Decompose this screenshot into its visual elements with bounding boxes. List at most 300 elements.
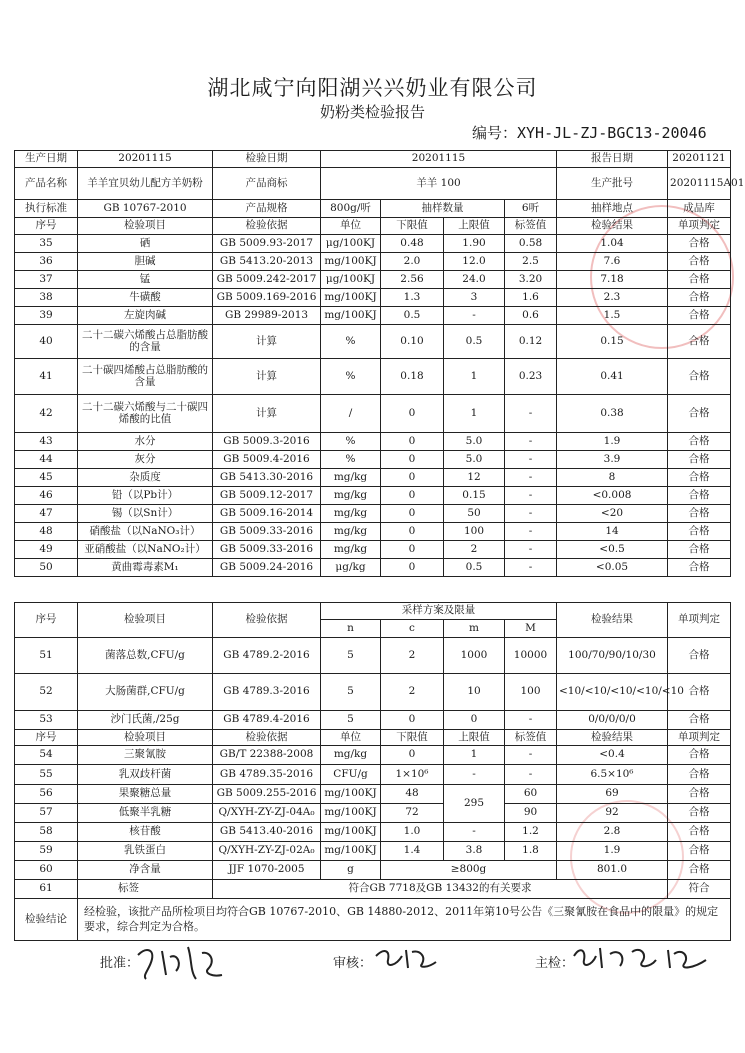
cell-basis: GB 4789.2-2016: [213, 638, 321, 674]
reviewer-signature: [372, 942, 442, 972]
cell-label: 60: [505, 785, 557, 804]
cell-result: 92: [557, 804, 668, 823]
cell-high: 50: [444, 505, 505, 523]
brand-label: 产品商标: [213, 168, 321, 200]
cell-high: 0.5: [444, 325, 505, 359]
spec-label: 产品规格: [213, 200, 321, 218]
cell-no: 36: [15, 253, 78, 271]
cell-no: 38: [15, 289, 78, 307]
cell-no: 39: [15, 307, 78, 325]
cell-high: 12.0: [444, 253, 505, 271]
cell-item: 二十碳四烯酸占总脂肪酸的含量: [78, 359, 213, 395]
cell-no: 45: [15, 469, 78, 487]
cell-n: 5: [321, 638, 381, 674]
col-c: c: [381, 620, 444, 638]
cell-basis: GB 5009.242-2017: [213, 271, 321, 289]
cell-label: 1.8: [505, 842, 557, 861]
cell-basis: Q/XYH-ZY-ZJ-02A₀: [213, 842, 321, 861]
cell-judge: 合格: [668, 469, 731, 487]
cell-c: 2: [381, 638, 444, 674]
cell-result: 8: [557, 469, 668, 487]
col-item: 检验项目: [78, 603, 213, 638]
cell-item: 左旋肉碱: [78, 307, 213, 325]
cell-basis: GB 4789.3-2016: [213, 674, 321, 711]
cell-judge: 合格: [668, 674, 731, 711]
cell-n: 5: [321, 711, 381, 730]
review-label: 审核：: [333, 956, 373, 971]
col-label: 标签值: [505, 730, 557, 746]
cell-unit: μg/100KJ: [321, 271, 381, 289]
cell-basis: GB 5009.255-2016: [213, 785, 321, 804]
col-judge: 单项判定: [668, 218, 731, 235]
cell-label: 1.6: [505, 289, 557, 307]
cell-low: 0: [381, 433, 444, 451]
cell-item: 硝酸盐（以NaNO₃计）: [78, 523, 213, 541]
cell-item: 黄曲霉毒素M₁: [78, 559, 213, 577]
conclusion-label: 检验结论: [15, 899, 78, 941]
cell-judge: 合格: [668, 433, 731, 451]
cell-basis: GB 5009.33-2016: [213, 523, 321, 541]
cell-item: 胆碱: [78, 253, 213, 271]
col-item: 检验项目: [78, 730, 213, 746]
cell-judge: 合格: [668, 861, 731, 880]
cell-no: 40: [15, 325, 78, 359]
cell-basis: Q/XYH-ZY-ZJ-04A₀: [213, 804, 321, 823]
cell-judge: 合格: [668, 823, 731, 842]
brand: 羊羊 100: [321, 168, 557, 200]
cell-no: 48: [15, 523, 78, 541]
cell-result: 7.6: [557, 253, 668, 271]
cell-low: 0: [381, 505, 444, 523]
table-row: [15, 804, 731, 823]
col-item: 检验项目: [78, 218, 213, 235]
cell-label: 0.58: [505, 235, 557, 253]
table-row: [15, 880, 731, 899]
cell-high: 0.15: [444, 487, 505, 505]
cell-judge: 合格: [668, 711, 731, 730]
cell-label: -: [505, 765, 557, 785]
cell-label: 0.6: [505, 307, 557, 325]
cell-unit: CFU/g: [321, 765, 381, 785]
approver-signature: [132, 935, 232, 985]
cell-unit: %: [321, 359, 381, 395]
cell-low: 0.10: [381, 325, 444, 359]
col-result: 检验结果: [557, 730, 668, 746]
cell-label: 90: [505, 804, 557, 823]
cell-judge: 合格: [668, 271, 731, 289]
table-row: [15, 253, 731, 271]
cell-high: 100: [444, 523, 505, 541]
cell-limit: ≥800g: [381, 861, 557, 880]
table-row: [15, 325, 731, 359]
cell-label: 0.12: [505, 325, 557, 359]
cell-result: <10/<10/<10/<10/<10: [557, 674, 668, 711]
cell-item: 牛磺酸: [78, 289, 213, 307]
cell-no: 56: [15, 785, 78, 804]
col-result: 检验结果: [557, 603, 668, 638]
report-date-label: 报告日期: [557, 151, 668, 168]
table-row: [15, 861, 731, 880]
cell-m: 1000: [444, 638, 505, 674]
cell-judge: 合格: [668, 235, 731, 253]
cell-no: 50: [15, 559, 78, 577]
location: 成品库: [668, 200, 731, 218]
col-label: 标签值: [505, 218, 557, 235]
cell-result: 1.9: [557, 842, 668, 861]
cell-basis: GB 29989-2013: [213, 307, 321, 325]
cell-result: <0.4: [557, 746, 668, 765]
cell-no: 35: [15, 235, 78, 253]
cell-judge: 合格: [668, 746, 731, 765]
spec: 800g/听: [321, 200, 381, 218]
cell-item: 核苷酸: [78, 823, 213, 842]
cell-basis: GB 5413.40-2016: [213, 823, 321, 842]
cell-unit: μg/100KJ: [321, 235, 381, 253]
document-number: 编号：XYH-JL-ZJ-BGC13-20046: [472, 124, 707, 142]
batch: 20201115A01: [668, 168, 731, 200]
inspector-signatures: [570, 938, 720, 974]
cell-high: -: [444, 823, 505, 842]
prod-date-label: 生产日期: [15, 151, 78, 168]
cell-label: 1.2: [505, 823, 557, 842]
cell-no: 43: [15, 433, 78, 451]
cell-judge: 合格: [668, 451, 731, 469]
cell-unit: mg/kg: [321, 746, 381, 765]
cell-unit: /: [321, 395, 381, 433]
cell-no: 47: [15, 505, 78, 523]
cell-low: 1.3: [381, 289, 444, 307]
table-row: [15, 433, 731, 451]
cell-label-requirement: 符合GB 7718及GB 13432的有关要求: [213, 880, 668, 899]
cell-unit: mg/100KJ: [321, 289, 381, 307]
table-row: [15, 765, 731, 785]
cell-c: 2: [381, 674, 444, 711]
table-header: [15, 603, 731, 620]
cell-item: 锰: [78, 271, 213, 289]
report-subtitle: 奶粉类检验报告: [319, 103, 425, 121]
cell-result: 1.9: [557, 433, 668, 451]
table-row: [15, 359, 731, 395]
cell-result: 801.0: [557, 861, 668, 880]
cell-high: 5.0: [444, 433, 505, 451]
cell-result: <0.05: [557, 559, 668, 577]
cell-high: 3.8: [444, 842, 505, 861]
cell-judge: 合格: [668, 505, 731, 523]
cell-basis: GB 5009.16-2014: [213, 505, 321, 523]
cell-item: 菌落总数,CFU/g: [78, 638, 213, 674]
cell-unit: mg/100KJ: [321, 823, 381, 842]
cell-result: 2.8: [557, 823, 668, 842]
cell-high: 1: [444, 359, 505, 395]
col-basis: 检验依据: [213, 218, 321, 235]
cell-low: 1×10⁶: [381, 765, 444, 785]
cell-basis: GB 5413.30-2016: [213, 469, 321, 487]
cell-judge: 合格: [668, 765, 731, 785]
table-row: [15, 823, 731, 842]
conclusion-text: 经检验，该批产品所检项目均符合GB 10767-2010、GB 14880-2012、2011年第10号公告《三聚氰胺在食品中的限量》的规定要求，综合判定为合格。: [78, 899, 731, 941]
approve-label: 批准：: [100, 956, 140, 971]
col-no: 序号: [15, 730, 78, 746]
cell-label: -: [505, 395, 557, 433]
cell-label: -: [505, 451, 557, 469]
table-row: [15, 842, 731, 861]
standard: GB 10767-2010: [78, 200, 213, 218]
table-row: [15, 638, 731, 674]
cell-result: 0.41: [557, 359, 668, 395]
cell-judge: 合格: [668, 785, 731, 804]
cell-item: 乳双歧杆菌: [78, 765, 213, 785]
cell-unit: %: [321, 451, 381, 469]
col-unit: 单位: [321, 218, 381, 235]
table-row: [15, 395, 731, 433]
test-date-label: 检验日期: [213, 151, 321, 168]
table-row: [15, 523, 731, 541]
cell-item: 水分: [78, 433, 213, 451]
cell-n: 5: [321, 674, 381, 711]
cell-judge: 合格: [668, 638, 731, 674]
info-row: [15, 168, 731, 200]
cell-no: 44: [15, 451, 78, 469]
cell-basis: GB 5009.33-2016: [213, 541, 321, 559]
col-low: 下限值: [381, 730, 444, 746]
cell-unit: mg/kg: [321, 523, 381, 541]
cell-low: 2.56: [381, 271, 444, 289]
cell-unit: mg/100KJ: [321, 307, 381, 325]
cell-unit: mg/100KJ: [321, 785, 381, 804]
cell-item: 乳铁蛋白: [78, 842, 213, 861]
col-m: m: [444, 620, 505, 638]
cell-result: 3.9: [557, 451, 668, 469]
conclusion-row: [15, 899, 731, 941]
cell-high: 5.0: [444, 451, 505, 469]
cell-result: 1.04: [557, 235, 668, 253]
col-unit: 单位: [321, 730, 381, 746]
cell-result: <0.008: [557, 487, 668, 505]
cell-high: 3: [444, 289, 505, 307]
cell-high: 1: [444, 746, 505, 765]
col-no: 序号: [15, 603, 78, 638]
cell-judge: 合格: [668, 395, 731, 433]
batch-label: 生产批号: [557, 168, 668, 200]
cell-basis: JJF 1070-2005: [213, 861, 321, 880]
cell-basis: GB 5009.12-2017: [213, 487, 321, 505]
cell-item: 铅（以Pb计）: [78, 487, 213, 505]
cell-label: 0.23: [505, 359, 557, 395]
table-row: [15, 289, 731, 307]
cell-no: 54: [15, 746, 78, 765]
cell-judge: 合格: [668, 804, 731, 823]
cell-item: 亚硝酸盐（以NaNO₂计）: [78, 541, 213, 559]
cell-no: 59: [15, 842, 78, 861]
cell-no: 42: [15, 395, 78, 433]
cell-judge: 合格: [668, 559, 731, 577]
cell-low: 0: [381, 523, 444, 541]
cell-no: 58: [15, 823, 78, 842]
cell-basis: GB 5009.93-2017: [213, 235, 321, 253]
cell-item: 灰分: [78, 451, 213, 469]
cell-judge: 合格: [668, 541, 731, 559]
cell-result: 6.5×10⁶: [557, 765, 668, 785]
cell-high-shared: 295: [444, 785, 505, 823]
col-basis: 检验依据: [213, 603, 321, 638]
cell-unit: mg/100KJ: [321, 804, 381, 823]
cell-basis: GB/T 22388-2008: [213, 746, 321, 765]
cell-item: 硒: [78, 235, 213, 253]
table-row: [15, 746, 731, 765]
test-date: 20201115: [321, 151, 557, 168]
table-row: [15, 711, 731, 730]
cell-item: 沙门氏菌,/25g: [78, 711, 213, 730]
inspect-label: 主检：: [535, 956, 575, 971]
qty: 6听: [505, 200, 557, 218]
cell-basis: GB 5413.20-2013: [213, 253, 321, 271]
table-header: [15, 730, 731, 746]
cell-item: 净含量: [78, 861, 213, 880]
cell-no: 61: [15, 880, 78, 899]
company-title: 湖北咸宁向阳湖兴兴奶业有限公司: [207, 76, 538, 100]
cell-no: 46: [15, 487, 78, 505]
cell-no: 49: [15, 541, 78, 559]
cell-unit: μg/kg: [321, 559, 381, 577]
info-row: [15, 200, 731, 218]
cell-item: 果聚糖总量: [78, 785, 213, 804]
cell-M: 100: [505, 674, 557, 711]
cell-item: 锡（以Sn计）: [78, 505, 213, 523]
cell-low: 0: [381, 469, 444, 487]
col-high: 上限值: [444, 730, 505, 746]
cell-judge: 合格: [668, 842, 731, 861]
cell-result: 14: [557, 523, 668, 541]
cell-result: 1.5: [557, 307, 668, 325]
cell-low: 72: [381, 804, 444, 823]
cell-high: -: [444, 765, 505, 785]
cell-judge: 符合: [668, 880, 731, 899]
cell-result: 0/0/0/0/0: [557, 711, 668, 730]
table-row: [15, 271, 731, 289]
table-row: [15, 674, 731, 711]
cell-item: 标签: [78, 880, 213, 899]
cell-basis: 计算: [213, 325, 321, 359]
cell-low: 0: [381, 746, 444, 765]
cell-item: 二十二碳六烯酸占总脂肪酸的含量: [78, 325, 213, 359]
cell-low: 0.18: [381, 359, 444, 395]
col-n: n: [321, 620, 381, 638]
product-name: 羊羊宜贝幼儿配方羊奶粉: [78, 168, 213, 200]
cell-m: 0: [444, 711, 505, 730]
cell-basis: 计算: [213, 359, 321, 395]
col-no: 序号: [15, 218, 78, 235]
cell-high: 2: [444, 541, 505, 559]
cell-M: 10000: [505, 638, 557, 674]
col-low: 下限值: [381, 218, 444, 235]
cell-result: 0.15: [557, 325, 668, 359]
col-M: M: [505, 620, 557, 638]
cell-high: -: [444, 307, 505, 325]
table-row: [15, 469, 731, 487]
cell-low: 0: [381, 395, 444, 433]
cell-unit: mg/100KJ: [321, 842, 381, 861]
cell-low: 48: [381, 785, 444, 804]
info-row: [15, 151, 731, 168]
cell-label: 2.5: [505, 253, 557, 271]
cell-basis: GB 5009.24-2016: [213, 559, 321, 577]
inspection-table-micro: [14, 602, 731, 730]
cell-label: -: [505, 469, 557, 487]
cell-basis: 计算: [213, 395, 321, 433]
cell-no: 53: [15, 711, 78, 730]
cell-high: 12: [444, 469, 505, 487]
cell-unit: mg/kg: [321, 541, 381, 559]
cell-no: 60: [15, 861, 78, 880]
cell-item: 大肠菌群,CFU/g: [78, 674, 213, 711]
cell-item: 三聚氰胺: [78, 746, 213, 765]
cell-no: 55: [15, 765, 78, 785]
cell-m: 10: [444, 674, 505, 711]
inspection-table-other: [14, 729, 731, 941]
cell-low: 1.4: [381, 842, 444, 861]
cell-unit: %: [321, 325, 381, 359]
qty-label: 抽样数量: [381, 200, 505, 218]
cell-basis: GB 5009.4-2016: [213, 451, 321, 469]
cell-judge: 合格: [668, 359, 731, 395]
location-label: 抽样地点: [557, 200, 668, 218]
cell-unit: g: [321, 861, 381, 880]
cell-no: 51: [15, 638, 78, 674]
inspection-table-chemical: [14, 150, 745, 577]
cell-basis: GB 5009.169-2016: [213, 289, 321, 307]
cell-low: 1.0: [381, 823, 444, 842]
table-row: [15, 785, 731, 804]
table-row: [15, 505, 731, 523]
cell-low: 0: [381, 487, 444, 505]
cell-unit: mg/kg: [321, 469, 381, 487]
cell-label: -: [505, 505, 557, 523]
cell-result: 2.3: [557, 289, 668, 307]
report-date: 20201121: [668, 151, 731, 168]
col-judge: 单项判定: [668, 603, 731, 638]
cell-no: 37: [15, 271, 78, 289]
cell-M: -: [505, 711, 557, 730]
cell-result: <20: [557, 505, 668, 523]
product-name-label: 产品名称: [15, 168, 78, 200]
cell-unit: mg/kg: [321, 505, 381, 523]
cell-judge: 合格: [668, 523, 731, 541]
standard-label: 执行标准: [15, 200, 78, 218]
cell-no: 41: [15, 359, 78, 395]
cell-label: -: [505, 433, 557, 451]
table-header: [15, 218, 731, 235]
cell-unit: mg/100KJ: [321, 253, 381, 271]
cell-unit: mg/kg: [321, 487, 381, 505]
cell-low: 0: [381, 541, 444, 559]
cell-low: 0.5: [381, 307, 444, 325]
cell-result: 0.38: [557, 395, 668, 433]
cell-low: 2.0: [381, 253, 444, 271]
cell-high: 24.0: [444, 271, 505, 289]
cell-label: -: [505, 559, 557, 577]
cell-high: 1.90: [444, 235, 505, 253]
cell-judge: 合格: [668, 289, 731, 307]
cell-basis: GB 5009.3-2016: [213, 433, 321, 451]
cell-high: 1: [444, 395, 505, 433]
cell-item: 杂质度: [78, 469, 213, 487]
cell-unit: %: [321, 433, 381, 451]
table-row: [15, 307, 731, 325]
cell-label: -: [505, 487, 557, 505]
prod-date: 20201115: [78, 151, 213, 168]
cell-low: 0.48: [381, 235, 444, 253]
cell-low: 0: [381, 451, 444, 469]
